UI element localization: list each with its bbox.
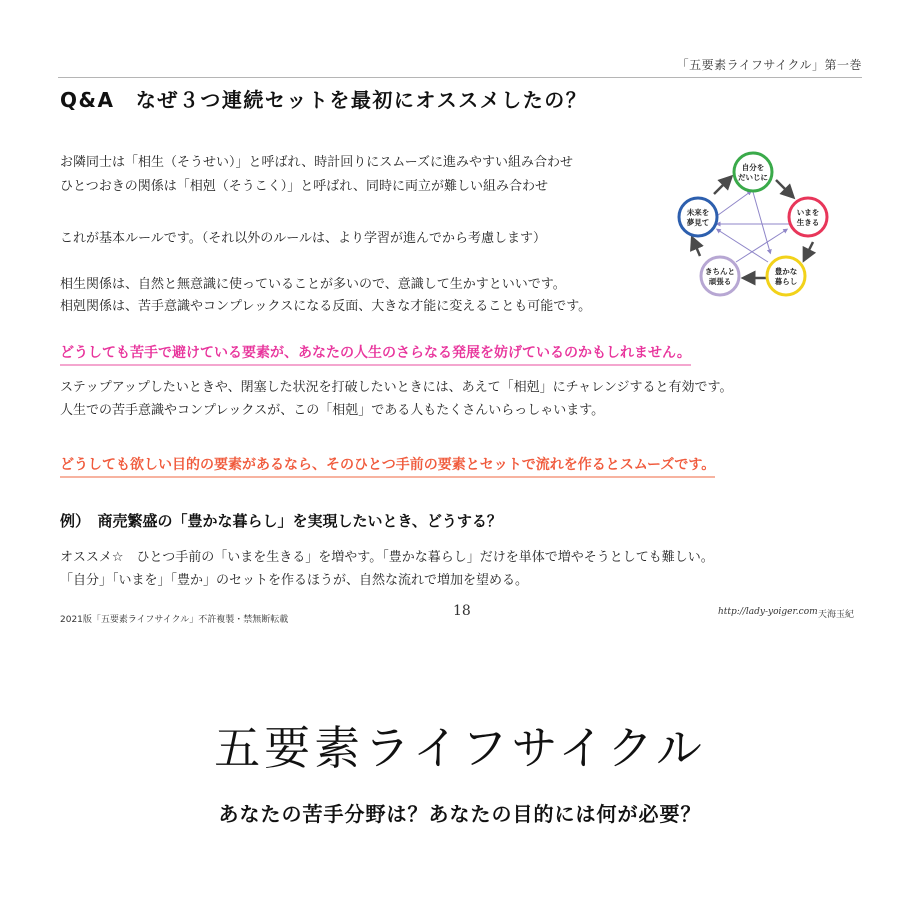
paragraph-line: 「自分」「いまを」「豊か」のセットを作るほうが、自然な流れで増加を望める。 (60, 573, 529, 588)
star-lines (714, 192, 790, 262)
star-line (714, 192, 750, 218)
svg-text:夢見て: 夢見て (686, 218, 710, 227)
svg-text:生きる: 生きる (796, 218, 820, 227)
paragraph-line: 相生関係は、自然と無意識に使っていることが多いので、意識して生かすといいです。 (60, 277, 566, 292)
svg-text:暮らし: 暮らし (774, 277, 798, 286)
svg-text:きちんと: きちんと (705, 267, 735, 276)
highlight-callout-pink: どうしても苦手で避けている要素が、あなたの人生のさらなる発展を妨げているのかもしれません。 (60, 342, 691, 366)
diagram-node (679, 198, 717, 236)
highlight-callout-orange: どうしても欲しい目的の要素があるなら、そのひとつ手前の要素とセットで流れを作るとスムーズです。 (60, 454, 715, 478)
paragraph-line: これが基本ルールです。（それ以外のルールは、より学習が進んでから考慮します） (60, 231, 546, 246)
paragraph-line: オススメ☆ ひとつ手前の「いまを生きる」を増やす。「豊かな暮らし」だけを単体で増やそうとしても難しい。 (60, 550, 714, 565)
diagram-node (734, 153, 772, 191)
five-elements-diagram (668, 150, 838, 300)
page-title: Q&A なぜ３つ連続セットを最初にオススメしたの？ (60, 88, 588, 112)
banner-title: 五要素ライフサイクル (214, 721, 706, 775)
header-divider (58, 77, 862, 78)
document-header-title: 「五要素ライフサイクル」第一巻 (676, 58, 862, 72)
svg-text:自分を: 自分を (741, 163, 765, 172)
svg-text:未来を: 未来を (686, 208, 710, 217)
star-line (753, 192, 770, 252)
diagram-node (789, 198, 827, 236)
paragraph-line: お隣同士は「相生（そうせい）」と呼ばれ、時計回りにスムーズに進みやすい組み合わせ (60, 155, 573, 170)
footer-author: 天海玉紀 (818, 610, 855, 620)
example-heading: 例） 商売繁盛の「豊かな暮らし」を実現したいとき、どうする？ (60, 512, 502, 530)
svg-text:頑張る: 頑張る (708, 277, 732, 286)
footer-copyright: 2021版「五要素ライフサイクル」不許複製・禁無断転載 (60, 615, 289, 625)
diagram-node (767, 257, 805, 295)
paragraph-line: 人生での苦手意識やコンプレックスが、この「相剋」である人もたくさんいらっしゃいます。 (60, 403, 605, 418)
paragraph-line: ステップアップしたいときや、閉塞した状況を打破したいときには、あえて「相剋」にチャレンジすると有効です。 (60, 380, 733, 395)
cycle-arrow-icon (714, 180, 728, 194)
diagram-node (701, 257, 739, 295)
cycle-arrow-icon (694, 242, 700, 256)
svg-text:豊かな: 豊かな (774, 267, 798, 276)
svg-text:だいじに: だいじに (738, 173, 768, 182)
svg-text:いまを: いまを (796, 208, 820, 217)
banner-subtitle: あなたの苦手分野は？あなたの目的には何が必要？ (218, 802, 702, 826)
cycle-arrow-icon (776, 180, 790, 194)
footer-url: http://lady-yoiger.com (718, 607, 818, 617)
paragraph-line: ひとつおきの関係は「相剋（そうこく）」と呼ばれ、同時に両立が難しい組み合わせ (60, 179, 549, 194)
page-number: 18 (453, 603, 471, 619)
cycle-arrow-icon (806, 242, 813, 256)
paragraph-line: 相剋関係は、苦手意識やコンプレックスになる反面、大きな才能に変えることも可能です。 (60, 299, 592, 314)
